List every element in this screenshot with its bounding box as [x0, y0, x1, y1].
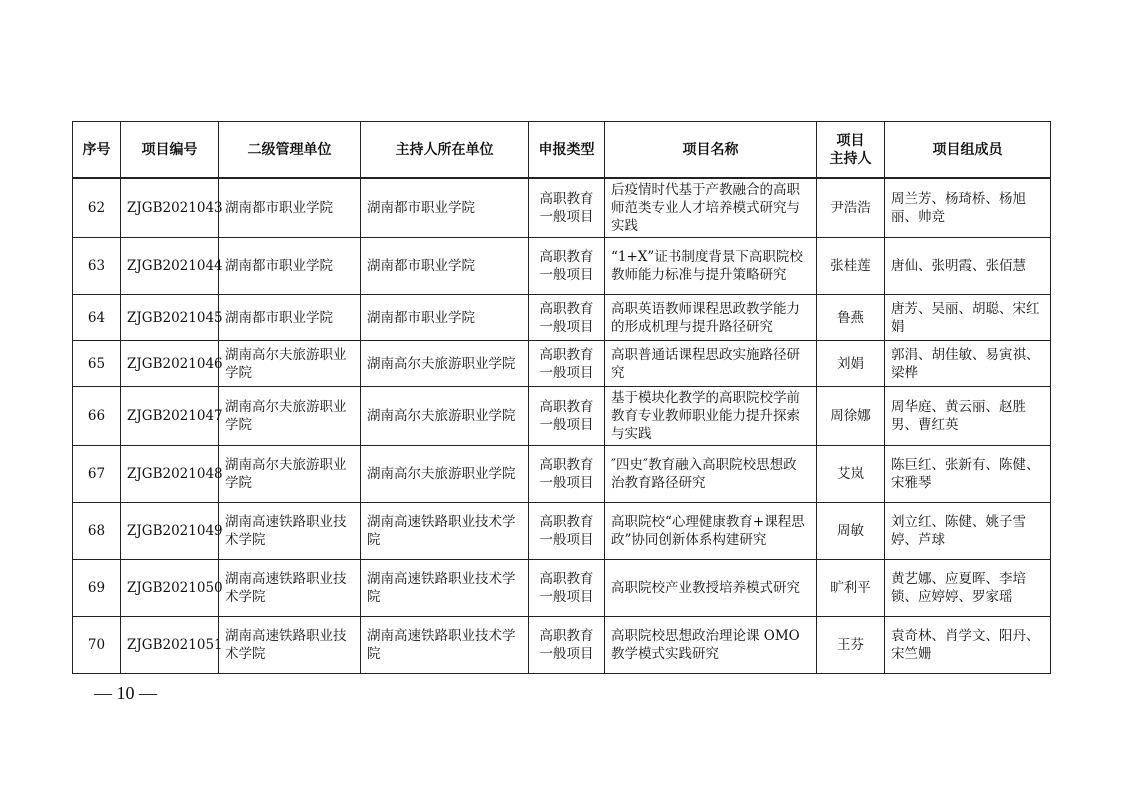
- cell-code: ZJGB2021048: [121, 446, 219, 503]
- cell-code: ZJGB2021049: [121, 503, 219, 560]
- cell-members: 唐仙、张明霞、张佰慧: [885, 238, 1051, 295]
- cell-type: 高职教育一般项目: [529, 295, 605, 341]
- cell-no: 65: [73, 341, 121, 387]
- cell-mgmt: 湖南高尔夫旅游职业学院: [219, 446, 361, 503]
- cell-code: ZJGB2021050: [121, 560, 219, 617]
- cell-name: 高职院校产业教授培养模式研究: [605, 560, 817, 617]
- table-row: [73, 617, 1051, 674]
- cell-mgmt: 湖南高尔夫旅游职业学院: [219, 387, 361, 446]
- cell-leader: 周敏: [817, 503, 885, 560]
- cell-code: ZJGB2021043: [121, 178, 219, 238]
- header-col-name: 项目名称: [605, 122, 817, 179]
- cell-name: 基于模块化教学的高职院校学前教育专业教师职业能力提升探索与实践: [605, 387, 817, 446]
- cell-name: ″四史″教育融入高职院校思想政治教育路径研究: [605, 446, 817, 503]
- cell-code: ZJGB2021046: [121, 341, 219, 387]
- cell-mgmt: 湖南高速铁路职业技术学院: [219, 617, 361, 674]
- header-col-members: 项目组成员: [885, 122, 1051, 179]
- cell-type: 高职教育一般项目: [529, 341, 605, 387]
- cell-unit: 湖南都市职业学院: [361, 178, 529, 238]
- cell-leader: 旷利平: [817, 560, 885, 617]
- cell-unit: 湖南高尔夫旅游职业学院: [361, 446, 529, 503]
- cell-no: 67: [73, 446, 121, 503]
- cell-type: 高职教育一般项目: [529, 178, 605, 238]
- cell-unit: 湖南高速铁路职业技术学院: [361, 560, 529, 617]
- header-col-type: 申报类型: [529, 122, 605, 179]
- cell-mgmt: 湖南高速铁路职业技术学院: [219, 560, 361, 617]
- cell-members: 唐芳、吴丽、胡聪、宋红娟: [885, 295, 1051, 341]
- cell-mgmt: 湖南高尔夫旅游职业学院: [219, 341, 361, 387]
- cell-members: 陈巨红、张新有、陈健、宋雅琴: [885, 446, 1051, 503]
- cell-name: 高职院校思想政治理论课 OMO 教学模式实践研究: [605, 617, 817, 674]
- cell-no: 70: [73, 617, 121, 674]
- cell-type: 高职教育一般项目: [529, 503, 605, 560]
- table-row: [73, 503, 1051, 560]
- cell-name: 后疫情时代基于产教融合的高职师范类专业人才培养模式研究与实践: [605, 178, 817, 238]
- table-row: [73, 446, 1051, 503]
- cell-no: 62: [73, 178, 121, 238]
- cell-type: 高职教育一般项目: [529, 446, 605, 503]
- cell-members: 周兰芳、杨琦桥、杨旭丽、帅竞: [885, 178, 1051, 238]
- table-row: [73, 178, 1051, 238]
- cell-unit: 湖南都市职业学院: [361, 238, 529, 295]
- table-header-row: [73, 122, 1051, 179]
- cell-type: 高职教育一般项目: [529, 238, 605, 295]
- cell-no: 63: [73, 238, 121, 295]
- cell-members: 黄艺娜、应夏晖、李培锁、应婷婷、罗家瑶: [885, 560, 1051, 617]
- cell-leader: 王芬: [817, 617, 885, 674]
- cell-unit: 湖南高速铁路职业技术学院: [361, 617, 529, 674]
- cell-leader: 艾岚: [817, 446, 885, 503]
- header-col-no: 序号: [73, 122, 121, 179]
- cell-no: 66: [73, 387, 121, 446]
- cell-members: 郭涓、胡佳敏、易寅祺、梁桦: [885, 341, 1051, 387]
- cell-members: 刘立红、陈健、姚子雪婷、芦球: [885, 503, 1051, 560]
- cell-no: 69: [73, 560, 121, 617]
- cell-leader: 周徐娜: [817, 387, 885, 446]
- project-table: [72, 121, 1051, 674]
- cell-leader: 鲁燕: [817, 295, 885, 341]
- cell-name: 高职院校“心理健康教育+课程思政”协同创新体系构建研究: [605, 503, 817, 560]
- cell-name: 高职英语教师课程思政教学能力的形成机理与提升路径研究: [605, 295, 817, 341]
- cell-members: 袁奇林、肖学文、阳丹、宋竺姗: [885, 617, 1051, 674]
- cell-name: “1+X”证书制度背景下高职院校教师能力标准与提升策略研究: [605, 238, 817, 295]
- table-row: [73, 238, 1051, 295]
- cell-no: 68: [73, 503, 121, 560]
- header-col-unit: 主持人所在单位: [361, 122, 529, 179]
- table-row: [73, 387, 1051, 446]
- cell-unit: 湖南高尔夫旅游职业学院: [361, 341, 529, 387]
- header-col-code: 项目编号: [121, 122, 219, 179]
- cell-leader: 张桂莲: [817, 238, 885, 295]
- header-col-leader: 项目 主持人: [817, 122, 885, 179]
- table-body: [73, 178, 1051, 674]
- cell-type: 高职教育一般项目: [529, 617, 605, 674]
- cell-members: 周华庭、黄云丽、赵胜男、曹红英: [885, 387, 1051, 446]
- cell-mgmt: 湖南都市职业学院: [219, 178, 361, 238]
- cell-no: 64: [73, 295, 121, 341]
- cell-unit: 湖南高尔夫旅游职业学院: [361, 387, 529, 446]
- cell-leader: 刘娟: [817, 341, 885, 387]
- cell-type: 高职教育一般项目: [529, 560, 605, 617]
- table-row: [73, 560, 1051, 617]
- header-col-mgmt: 二级管理单位: [219, 122, 361, 179]
- cell-code: ZJGB2021044: [121, 238, 219, 295]
- cell-code: ZJGB2021047: [121, 387, 219, 446]
- cell-unit: 湖南高速铁路职业技术学院: [361, 503, 529, 560]
- page-number: — 10 —: [94, 683, 157, 703]
- cell-code: ZJGB2021051: [121, 617, 219, 674]
- cell-type: 高职教育一般项目: [529, 387, 605, 446]
- cell-mgmt: 湖南都市职业学院: [219, 295, 361, 341]
- cell-mgmt: 湖南都市职业学院: [219, 238, 361, 295]
- cell-leader: 尹浩浩: [817, 178, 885, 238]
- table-row: [73, 341, 1051, 387]
- cell-mgmt: 湖南高速铁路职业技术学院: [219, 503, 361, 560]
- cell-unit: 湖南都市职业学院: [361, 295, 529, 341]
- cell-code: ZJGB2021045: [121, 295, 219, 341]
- table-row: [73, 295, 1051, 341]
- cell-name: 高职普通话课程思政实施路径研究: [605, 341, 817, 387]
